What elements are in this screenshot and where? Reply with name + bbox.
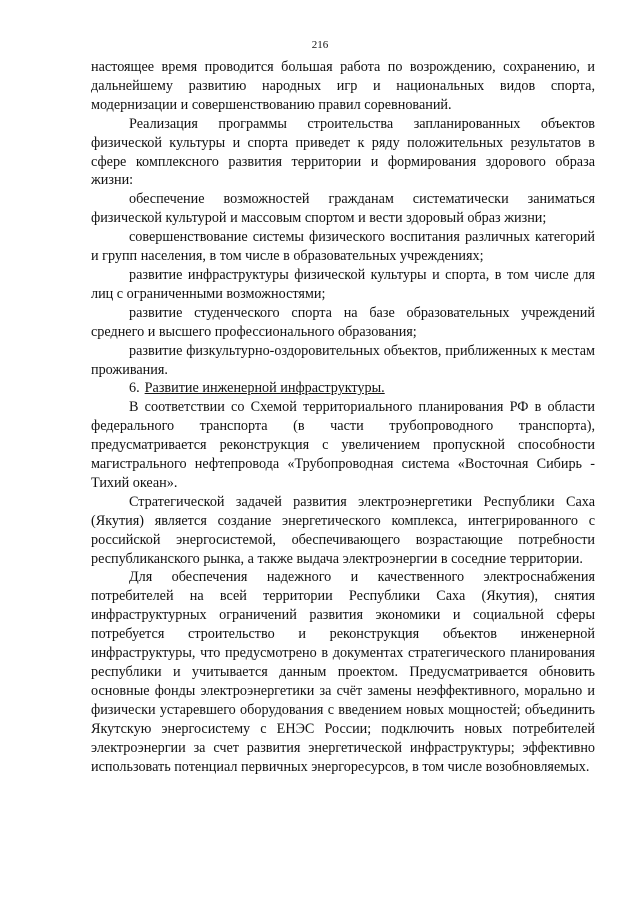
- section-title: Развитие инженерной инфраструктуры.: [144, 380, 385, 397]
- paragraph-pipeline: В соответствии со Схемой территориального планирования РФ в области федерального транспорта (в части трубопроводного транспорта), предусматривается реконструкция с увеличением пропускной способности магистрального нефтепровода «Трубопроводная система «Восточная Сибирь - Тихий океан».: [91, 399, 595, 491]
- paragraph-continuation: настоящее время проводится большая работа по возрождению, сохранению, и дальнейшему развитию народных игр и национальных видов спорта, модернизации и совершенствованию правил соревнований.: [91, 59, 595, 113]
- section-number: 6.: [129, 380, 140, 397]
- list-item-fitness-facilities: развитие физкультурно-оздоровительных объектов, приближенных к местам проживания.: [91, 342, 595, 378]
- page-number: 216: [311, 39, 329, 51]
- list-item-student-sport: развитие студенческого спорта на базе образовательных учреждений среднего и высшего профессионального образования;: [91, 304, 595, 340]
- section-heading: [91, 379, 595, 398]
- paragraph-energy-strategy: Стратегической задачей развития электроэнергетики Республики Саха (Якутия) является создание энергетического комплекса, интегрированного с российской энергосистемой, обеспечивающего возрастающие потребности республиканского рынка, а также выдача электроэнергии в соседние территории.: [91, 493, 595, 567]
- paragraph-power-supply: Для обеспечения надежного и качественного электроснабжения потребителей на всей территории Республики Саха (Якутия), снятия инфраструктурных ограничений развития экономики и социальной сферы потребуется строительство и реконструкция объектов инженерной инфраструктуры, что предусмотрено в документах стратегического планирования республики и учитывается данным проектом. Предусматривается обновить основные фонды электроэнергетики за счёт замены неэффективного, морально и физически устаревшего оборудования с введением новых мощностей; объединить Якутскую энергосистему с ЕНЭС России; подключить новых потребителей электроэнергии за счет развития энергетической инфраструктуры; эффективно использовать потенциал первичных энергоресурсов, в том числе возобновляемых.: [91, 569, 595, 775]
- body-text: [91, 58, 595, 776]
- paragraph-program-results: Реализация программы строительства запланированных объектов физической культуры и спорта приведет к ряду положительных результатов в сфере комплексного развития территории и формирования здорового образа жизни:: [91, 115, 595, 189]
- list-item-opportunities: обеспечение возможностей гражданам систематически заниматься физической культурой и массовым спортом и вести здоровый образ жизни;: [91, 191, 595, 227]
- list-item-sports-infrastructure: развитие инфраструктуры физической культуры и спорта, в том числе для лиц с ограниченными возможностями;: [91, 266, 595, 302]
- list-item-physical-education: совершенствование системы физического воспитания различных категорий и групп населения, в том числе в образовательных учреждениях;: [91, 229, 595, 265]
